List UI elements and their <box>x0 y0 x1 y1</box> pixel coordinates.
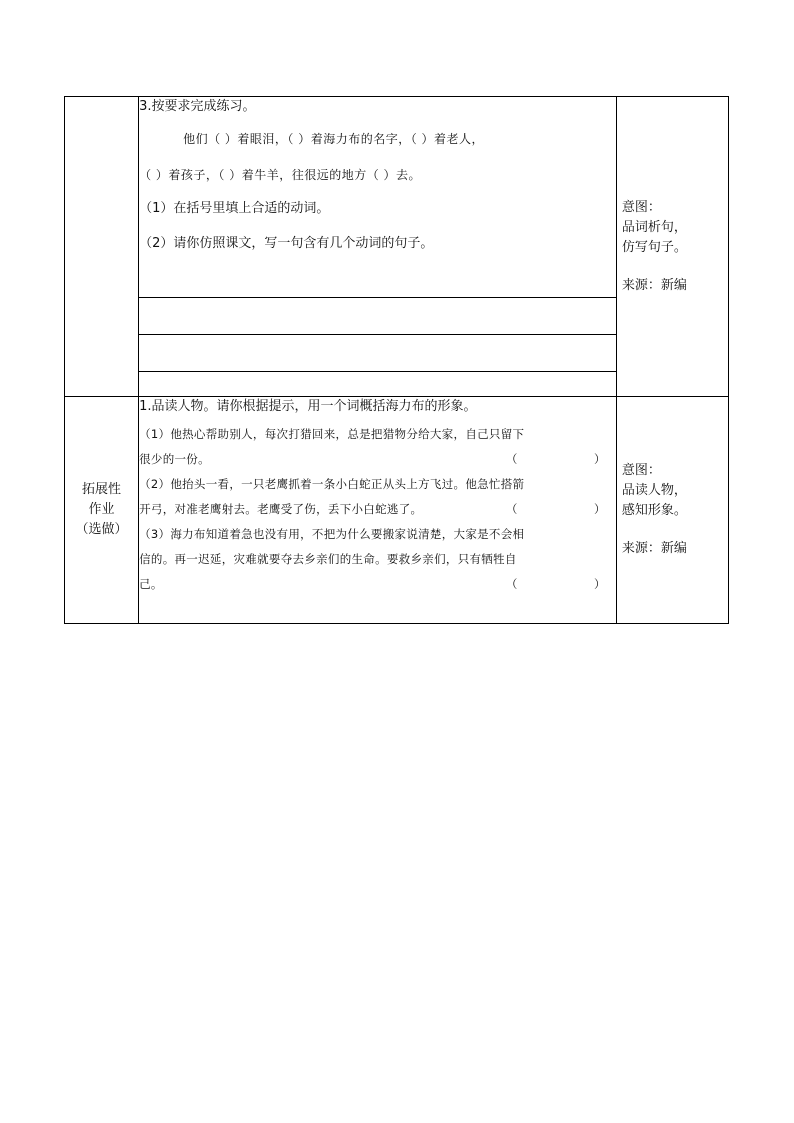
passage <box>139 129 616 185</box>
intent-note-cell <box>616 397 728 624</box>
item-text: 己。 <box>139 577 163 591</box>
item-1 <box>139 422 616 472</box>
item-text: 很少的一份。 <box>139 452 210 466</box>
intent-note <box>622 461 728 559</box>
note-line: 意图： <box>621 463 661 478</box>
sub-question: （2）请你仿照课文，写一句含有几个动词的句子。 <box>139 236 434 251</box>
note-line: 仿写句子。 <box>621 239 687 255</box>
category-label: 拓展性 <box>82 482 122 497</box>
item-line <box>139 572 616 597</box>
exercise-row-extension <box>65 397 729 624</box>
note-line: 感知形象。 <box>621 503 687 518</box>
item-line <box>139 447 616 472</box>
item-line: （3）海力布知道着急也没有用，不把为什么要搬家说清楚，大家是不会相 <box>139 527 525 541</box>
answer-parentheses[interactable]: （ ） <box>505 452 606 466</box>
source-line: 来源：新编 <box>621 541 687 556</box>
item-3 <box>139 522 616 597</box>
answer-line[interactable] <box>139 269 616 298</box>
note-line: 品读人物， <box>621 483 687 498</box>
source-line: 来源：新编 <box>621 277 687 293</box>
item-line: （2）他抬头一看，一只老鹰抓着一条小白蛇正从头上方飞过。他急忙搭箭 <box>139 477 525 491</box>
item-line <box>139 497 616 522</box>
item-line: （1）他热心帮助别人，每次打猎回来，总是把猎物分给大家，自己只留下 <box>139 427 525 441</box>
question-title: 3.按要求完成练习。 <box>139 99 256 114</box>
exercise-row-3 <box>65 97 729 397</box>
answer-parentheses[interactable]: （ ） <box>505 502 606 516</box>
intent-note-cell <box>616 97 728 397</box>
category-label: 作业 <box>88 502 115 517</box>
answer-line[interactable] <box>139 298 616 335</box>
category-cell <box>65 397 139 624</box>
category-cell-empty <box>65 97 139 397</box>
exercise-content-cell <box>139 97 617 397</box>
worksheet-table <box>64 96 729 624</box>
item-text: 开弓，对准老鹰射去。老鹰受了伤，丢下小白蛇逃了。 <box>139 502 423 516</box>
note-line: 意图： <box>621 199 661 215</box>
item-2 <box>139 472 616 522</box>
note-line: 品词析句， <box>621 219 687 235</box>
question-title: 1.品读人物。请你根据提示，用一个词概括海力布的形象。 <box>139 399 477 414</box>
passage-line: （ ）着孩子，（ ）着牛羊，往很远的地方（ ）去。 <box>139 168 422 182</box>
exercise-content-cell <box>139 397 617 624</box>
intent-note <box>622 198 728 296</box>
sub-question: （1）在括号里填上合适的动词。 <box>139 201 330 216</box>
item-line: 信的。再一迟延，灾难就要夺去乡亲们的生命。要救乡亲们，只有牺牲自 <box>139 552 517 566</box>
passage-line: 他们（ ）着眼泪，（ ）着海力布的名字，（ ）着老人， <box>183 132 485 146</box>
answer-parentheses[interactable]: （ ） <box>505 577 606 591</box>
answer-line[interactable] <box>139 335 616 372</box>
category-label: （选做） <box>75 522 128 537</box>
